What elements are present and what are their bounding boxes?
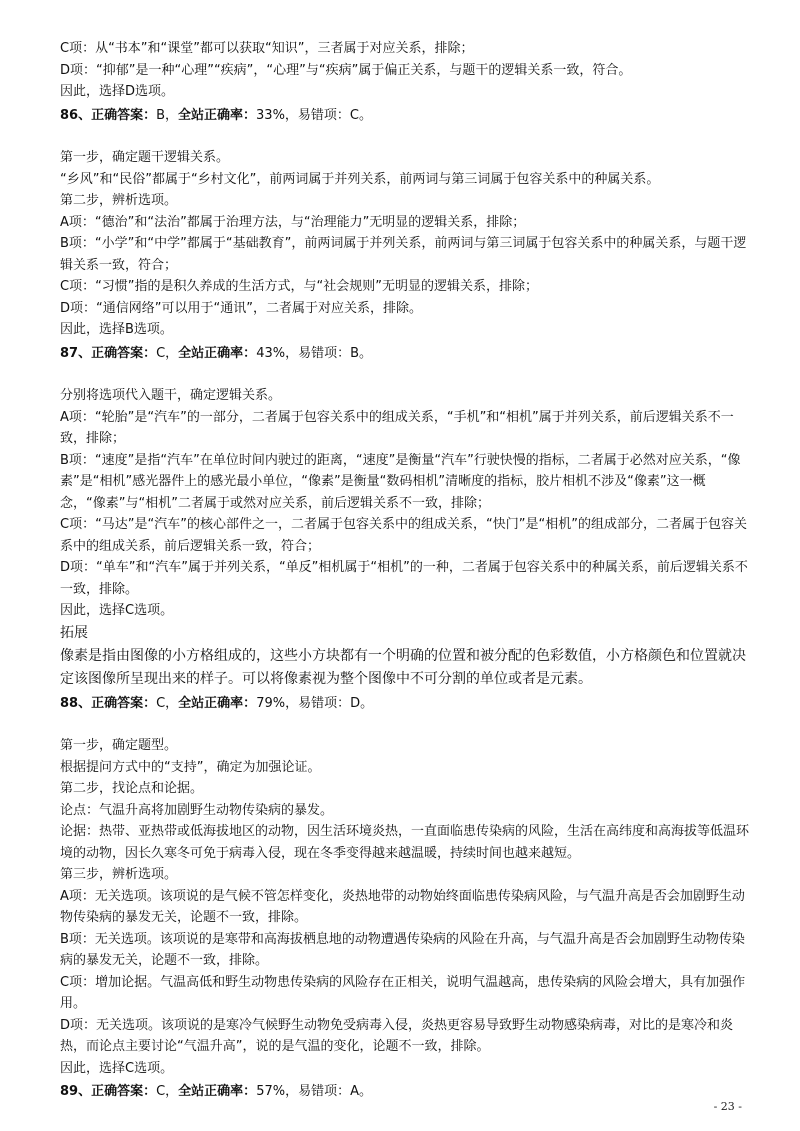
q88-type: 根据提问方式中的“支持”，确定为加强论证。 <box>60 759 321 775</box>
q88-evidence: 论据：热带、亚热带或低海拔地区的动物，因生活环境炎热，一直面临患传染病的风险，生活在高纬度和高海拔等低温环境的动物，因长久寒冬可免于病毒入侵，现在冬季变得越来越温暖，持续时间也越来越短。 <box>60 824 750 861</box>
q88-rate-value: 79%，易错项：D。 <box>256 695 374 711</box>
spacer <box>60 364 750 385</box>
document-page <box>60 38 750 1103</box>
q88-answer-line <box>60 693 750 715</box>
q87-rate-value: 43%，易错项：B。 <box>256 345 373 361</box>
q88-option-c: C项：增加论据。气温高低和野生动物患传染病的风险存在正相关，说明气温越高，患传染病的风险会增大，具有加强作用。 <box>60 974 746 1011</box>
q88-option-b: B项：无关选项。该项说的是寒带和高海拔栖息地的动物遭遇传染病的风险在升高，与气温升高是否会加剧野生动物传染病的暴发无关，论题不一致，排除。 <box>60 931 745 968</box>
q88-option-d: D项：无关选项。该项说的是寒冷气候野生动物免受病毒入侵，炎热更容易导致野生动物感染病毒，对比的是寒冷和炎热，而论点主要讨论“气温升高”，说的是气温的变化，论题不一致，排除。 <box>60 1017 734 1054</box>
q88-argument: 论点：气温升高将加剧野生动物传染病的暴发。 <box>60 802 334 818</box>
q88-answer-label: 88、正确答案： <box>60 695 157 711</box>
q87-rate-label: 全站正确率： <box>178 345 257 361</box>
spacer <box>60 714 750 735</box>
q86-step2: 第二步，辨析选项。 <box>60 193 178 208</box>
q88-step1: 第一步，确定题型。 <box>60 738 178 753</box>
q86-option-a: A项：“德治”和“法治”都属于治理方法，与“治理能力”无明显的逻辑关系，排除； <box>60 214 526 230</box>
q86-step1: 第一步，确定题干逻辑关系。 <box>60 150 230 165</box>
q88-rate-label: 全站正确率： <box>178 695 257 711</box>
q87-intro: 分别将选项代入题干，确定逻辑关系。 <box>60 388 282 403</box>
q87-extension-body: 像素是指由图像的小方格组成的，这些小方块都有一个明确的位置和被分配的色彩数值，小方格颜色和位置就决定该图像所呈现出来的样子。可以将像素视为整个图像中不可分割的单位或者是元素。 <box>60 647 746 687</box>
spacer <box>60 126 750 147</box>
q86-answer-label: 86、正确答案： <box>60 107 157 123</box>
page-number: - 23 - <box>713 1100 742 1113</box>
q86-relation: “乡风”和“民俗”都属于“乡村文化”，前两词属于并列关系，前两词与第三词属于包容关系中的种属关系。 <box>60 171 660 187</box>
q85-option-d: D项：“抑郁”是一种“心理”“疾病”，“心理”与“疾病”属于偏正关系，与题干的逻辑关系一致，符合。 <box>60 62 632 78</box>
q89-answer-value: C， <box>156 1084 179 1099</box>
q89-answer-label: 89、正确答案： <box>60 1084 157 1099</box>
q87-conclusion: 因此，选择C选项。 <box>60 603 174 618</box>
q87-extension-title: 拓展 <box>60 624 88 641</box>
q88-option-a: A项：无关选项。该项说的是气候不管怎样变化，炎热地带的动物始终面临患传染病风险，与气温升高是否会加剧野生动物传染病的暴发无关，论题不一致，排除。 <box>60 888 745 925</box>
q88-conclusion: 因此，选择C选项。 <box>60 1060 174 1076</box>
q86-conclusion: 因此，选择B选项。 <box>60 322 173 337</box>
q88-step3: 第三步，辨析选项。 <box>60 867 178 882</box>
q88-step2: 第二步，找论点和论据。 <box>60 781 204 796</box>
q87-answer-label: 87、正确答案： <box>60 345 157 361</box>
q86-rate-value: 33%，易错项：C。 <box>256 107 373 123</box>
q86-answer-value: B， <box>156 107 179 123</box>
q85-option-c: C项：从“书本”和“课堂”都可以获取“知识”，三者属于对应关系，排除； <box>60 41 474 56</box>
q87-answer-line <box>60 343 750 365</box>
q86-option-b: B项：“小学”和“中学”都属于“基础教育”，前两词属于并列关系，前两词与第三词属于包容关系中的种属关系，与题干逻辑关系一致，符合； <box>60 236 747 273</box>
q87-option-b: B项：“速度”是指“汽车”在单位时间内驶过的距离，“速度”是衡量“汽车”行驶快慢的指标，二者属于必然对应关系，“像素”是“相机”感光器件上的感光最小单位，“像素”是衡量“数码相机”清晰度的指标，胶片相机不涉及“像素”这一概念，“像素”与“相机”二者属于或然对应关系，前后逻辑关系不一致，排除； <box>60 452 741 511</box>
q86-rate-label: 全站正确率： <box>178 107 257 123</box>
q86-answer-line <box>60 105 750 127</box>
q87-option-d: D项：“单车”和“汽车”属于并列关系，“单反”相机属于“相机”的一种，二者属于包容关系中的种属关系，前后逻辑关系不一致，排除。 <box>60 560 748 597</box>
q89-rate-label: 全站正确率： <box>178 1084 257 1099</box>
q87-option-a: A项：“轮胎”是“汽车”的一部分，二者属于包容关系中的组成关系，“手机”和“相机”属于并列关系，前后逻辑关系不一致，排除； <box>60 409 734 446</box>
q87-answer-value: C， <box>156 345 179 361</box>
q87-option-c: C项：“马达”是“汽车”的核心部件之一，二者属于包容关系中的组成关系，“快门”是“相机”的组成部分，二者属于包容关系中的组成关系，前后逻辑关系一致，符合； <box>60 517 747 554</box>
q89-answer-line <box>60 1081 750 1103</box>
q89-rate-value: 57%，易错项：A。 <box>256 1084 372 1099</box>
q85-conclusion: 因此，选择D选项。 <box>60 84 175 99</box>
q86-option-d: D项：“通信网络”可以用于“通讯”，二者属于对应关系，排除。 <box>60 300 422 316</box>
q88-answer-value: C， <box>156 695 179 711</box>
q86-option-c: C项：“习惯”指的是积久养成的生活方式，与“社会规则”无明显的逻辑关系，排除； <box>60 279 539 294</box>
